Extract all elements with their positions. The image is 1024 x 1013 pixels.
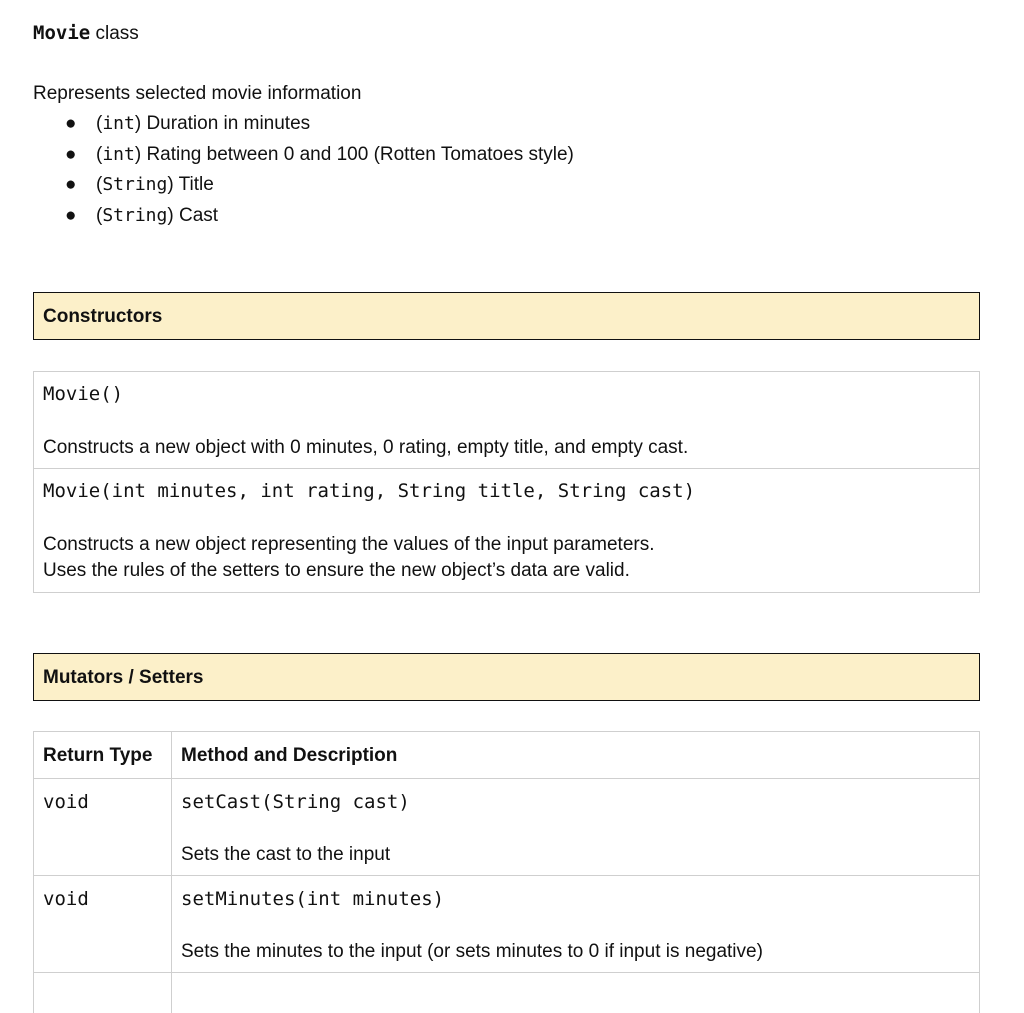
mutators-title: Mutators / Setters xyxy=(43,667,204,688)
mutators-section-header xyxy=(33,653,980,701)
field-type: int xyxy=(102,143,135,165)
class-heading xyxy=(33,21,139,46)
method-signature: setMinutes(int minutes) xyxy=(181,888,445,910)
column-header-return-type: Return Type xyxy=(43,745,153,766)
field-label: Rating between 0 and 100 (Rotten Tomatoes style) xyxy=(146,143,574,165)
constructors-table xyxy=(33,371,980,593)
header-cell-method xyxy=(172,732,979,778)
field-type: String xyxy=(102,174,168,195)
field-item: ● (String) Title xyxy=(65,174,214,195)
field-label: Cast xyxy=(178,204,219,226)
field-type: int xyxy=(102,113,135,134)
field-item: ● (int) Rating between 0 and 100 (Rotten Tomatoes style) xyxy=(65,143,574,165)
field-label: Title xyxy=(178,174,214,195)
constructor-description-line: Uses the rules of the setters to ensure the new object’s data are valid. xyxy=(43,560,630,581)
method-cell xyxy=(172,779,979,875)
header-cell-return xyxy=(34,732,172,778)
constructor-signature: Movie(int minutes, int rating, String title, String cast) xyxy=(43,480,696,502)
return-type-cell xyxy=(34,973,172,1013)
method-cell xyxy=(172,973,979,1013)
class-heading-suffix: class xyxy=(90,23,139,44)
constructor-row xyxy=(34,372,979,468)
table-row xyxy=(34,875,979,972)
return-type-cell xyxy=(34,779,172,875)
bullet-icon: ● xyxy=(65,113,77,134)
constructor-signature: Movie() xyxy=(43,383,124,405)
bullet-icon: ● xyxy=(65,174,77,195)
bullet-icon: ● xyxy=(65,204,77,226)
field-label: Duration in minutes xyxy=(146,113,311,134)
table-header-row xyxy=(34,732,979,778)
column-header-method: Method and Description xyxy=(181,745,398,766)
method-description: Sets the minutes to the input (or sets minutes to 0 if input is negative) xyxy=(181,941,763,962)
constructor-row xyxy=(34,468,979,592)
return-type: void xyxy=(43,791,89,813)
class-summary: Represents selected movie information xyxy=(33,83,362,104)
method-cell xyxy=(172,876,979,972)
field-type: String xyxy=(102,204,168,226)
table-row-cut-off xyxy=(34,972,979,1013)
field-item: ● (String) Cast xyxy=(65,204,219,226)
bullet-icon: ● xyxy=(65,143,77,165)
constructor-description-line: Constructs a new object representing the values of the input parameters. xyxy=(43,534,655,555)
constructor-description xyxy=(43,532,655,584)
return-type: void xyxy=(43,888,89,910)
constructors-title: Constructors xyxy=(43,306,163,327)
method-description: Sets the cast to the input xyxy=(181,844,391,865)
class-name: Movie xyxy=(33,22,91,44)
constructor-description: Constructs a new object with 0 minutes, 0 rating, empty title, and empty cast. xyxy=(43,437,689,458)
method-signature: setCast(String cast) xyxy=(181,791,410,813)
return-type-cell xyxy=(34,876,172,972)
field-item: ● (int) Duration in minutes xyxy=(65,113,311,134)
constructors-section-header xyxy=(33,292,980,340)
mutators-table xyxy=(33,731,980,1013)
field-list xyxy=(63,112,574,234)
table-row xyxy=(34,778,979,875)
